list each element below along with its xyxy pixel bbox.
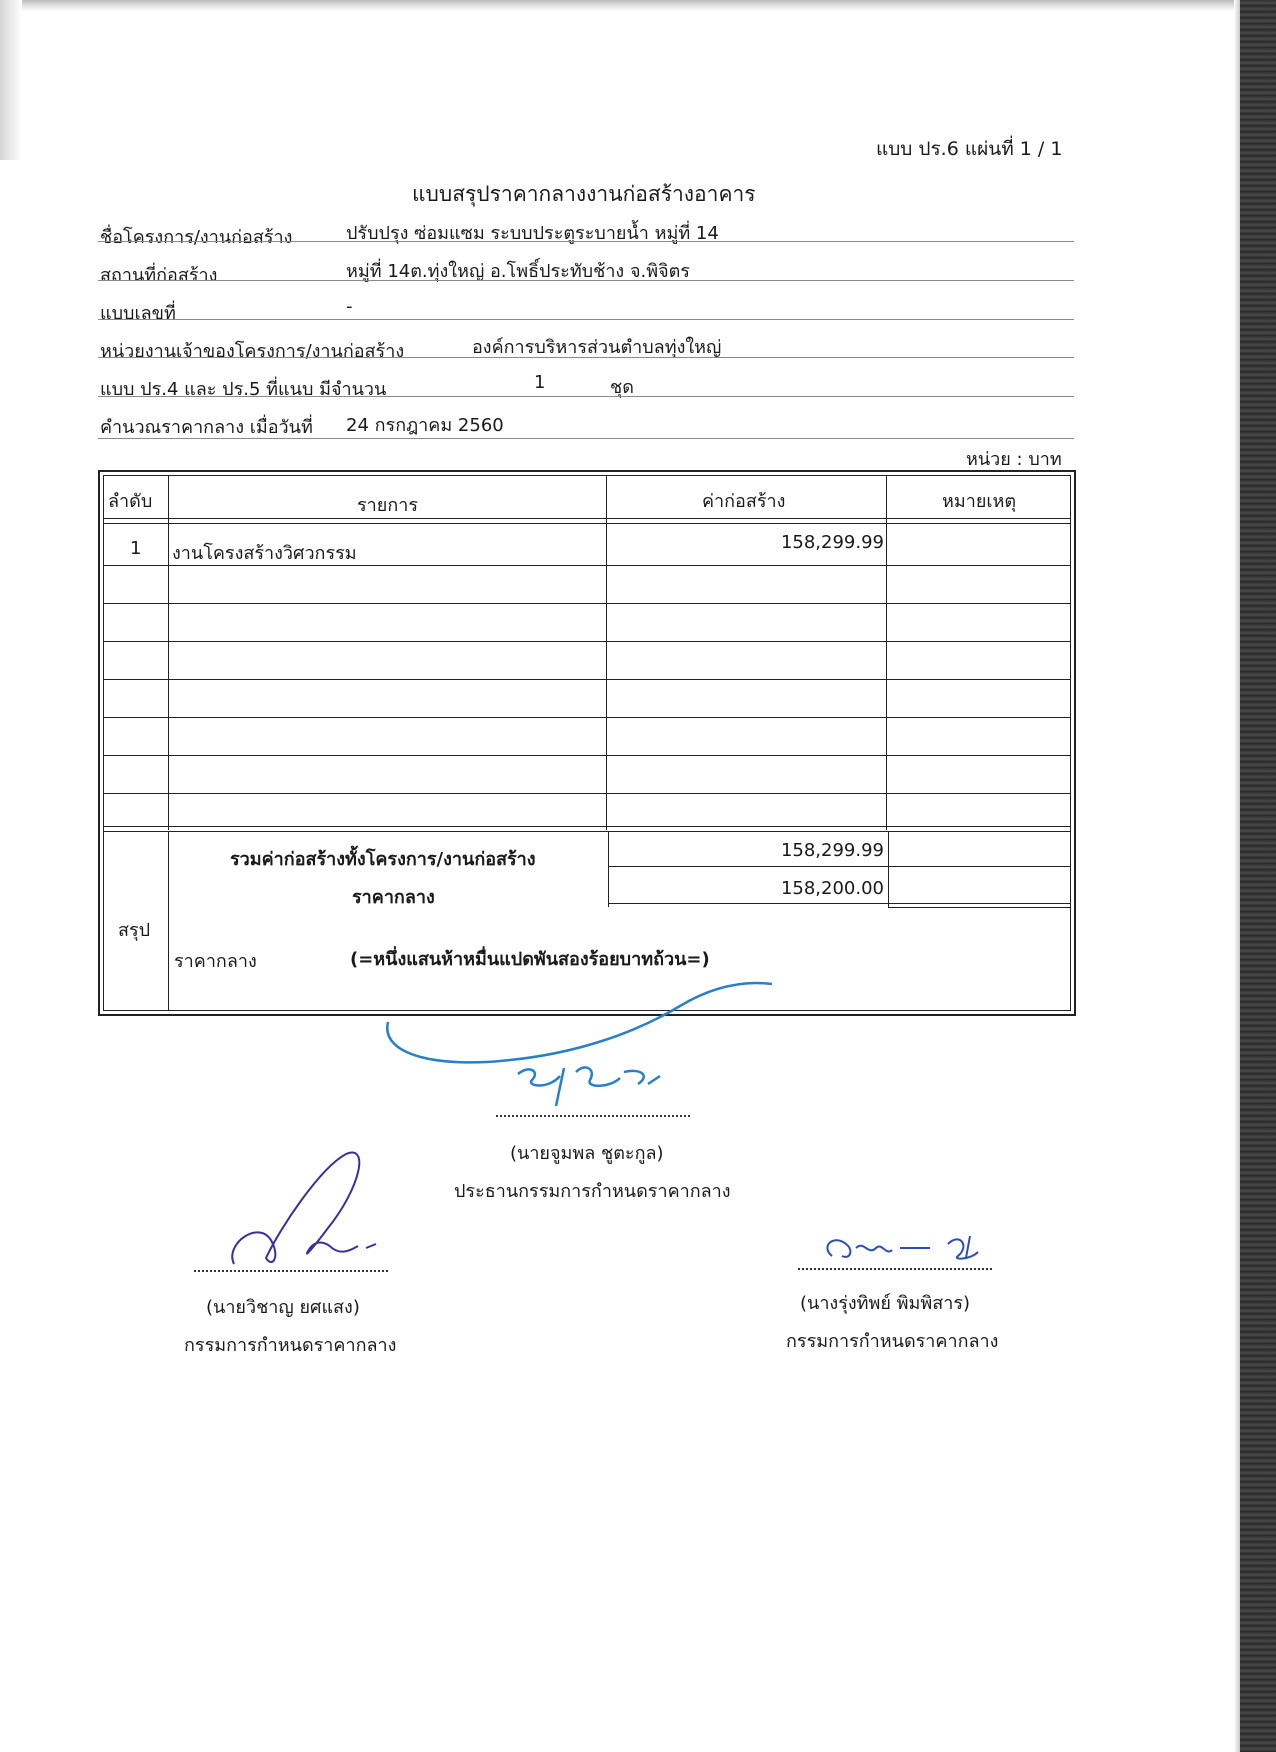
attach-label: แบบ ปร.4 และ ปร.5 ที่แนบ มีจำนวน — [100, 379, 387, 400]
row-1-cost: 158,299.99 — [780, 532, 884, 553]
table-row-line — [103, 717, 1071, 718]
median-label: ราคากลาง — [352, 887, 435, 908]
header-separator — [103, 518, 1071, 519]
location-underline — [98, 280, 1074, 281]
owner-label: หน่วยงานเจ้าของโครงการ/งานก่อสร้าง — [100, 341, 405, 362]
chair-role: ประธานกรรมการกำหนดราคากลาง — [454, 1181, 731, 1202]
calc-date-value: 24 กรกฎาคม 2560 — [346, 415, 504, 436]
attach-unit: ชุด — [610, 377, 634, 398]
summary-row-line — [608, 903, 1071, 904]
member2-signature — [820, 1226, 1000, 1272]
member2-signature-line — [798, 1268, 992, 1270]
project-underline — [98, 241, 1074, 242]
member2-role: กรรมการกำหนดราคากลาง — [786, 1331, 999, 1352]
page-title: แบบสรุปราคากลางงานก่อสร้างอาคาร — [412, 182, 756, 206]
median-words-label: ราคากลาง — [174, 951, 257, 972]
body-summary-separator-double — [103, 831, 1071, 832]
calc-date-underline — [98, 438, 1074, 439]
header-no: ลำดับ — [108, 491, 153, 512]
header-item: รายการ — [357, 495, 418, 516]
member2-name: (นางรุ่งทิพย์ พิมพิสาร) — [800, 1293, 971, 1314]
owner-underline — [98, 357, 1074, 358]
row-1-no: 1 — [130, 538, 142, 559]
chair-signature-line — [496, 1115, 690, 1117]
unit-note: หน่วย : บาท — [966, 449, 1062, 470]
scan-top-edge — [0, 0, 1276, 12]
summary-col-divider — [168, 831, 169, 1011]
table-row-line — [103, 565, 1071, 566]
project-value: ปรับปรุง ซ่อมแซม ระบบประตูระบายน้ำ หมู่ที่ 14 — [346, 223, 719, 244]
chair-name: (นายจูมพล ชูตะกูล) — [510, 1143, 664, 1164]
scan-left-edge — [0, 0, 22, 160]
header-cost: ค่าก่อสร้าง — [702, 491, 786, 512]
table-row-line — [103, 755, 1071, 756]
table-row-line — [103, 641, 1071, 642]
row-1-item: งานโครงสร้างวิศวกรรม — [172, 543, 357, 564]
member1-name: (นายวิชาญ ยศแสง) — [206, 1297, 360, 1318]
plan-no-underline — [98, 319, 1074, 320]
summary-row-line — [608, 866, 1071, 867]
summary-label: สรุป — [118, 920, 151, 941]
attach-underline — [98, 396, 1074, 397]
table-row-line — [103, 603, 1071, 604]
table-row-line — [103, 793, 1071, 794]
summary-cost-left — [608, 831, 609, 907]
calc-date-label: คำนวณราคากลาง เมื่อวันที่ — [100, 417, 313, 438]
header-separator-double — [103, 523, 1071, 524]
table-row-line — [103, 679, 1071, 680]
scan-right-border — [1240, 0, 1276, 1752]
attach-count: 1 — [534, 372, 546, 393]
col-divider-1 — [168, 475, 169, 830]
plan-no-value: - — [346, 296, 353, 317]
total-value: 158,299.99 — [780, 840, 884, 861]
median-words: (=หนึ่งแสนห้าหมื่นแปดพันสองร้อยบาทถ้วน=) — [350, 949, 710, 970]
summary-cost-right — [888, 831, 889, 907]
project-label: ชื่อโครงการ/งานก่อสร้าง — [100, 227, 293, 248]
summary-row-line — [888, 907, 1071, 908]
col-divider-2 — [606, 475, 607, 830]
location-label: สถานที่ก่อสร้าง — [100, 265, 218, 286]
col-divider-3 — [886, 475, 887, 830]
total-label: รวมค่าก่อสร้างทั้งโครงการ/งานก่อสร้าง — [230, 849, 536, 870]
plan-no-label: แบบเลขที่ — [100, 303, 176, 324]
location-value: หมู่ที่ 14ต.ทุ่งใหญ่ อ.โพธิ์ประทับช้าง จ.พิจิตร — [346, 261, 690, 282]
member1-signature — [220, 1148, 390, 1274]
member1-role: กรรมการกำหนดราคากลาง — [184, 1335, 397, 1356]
member1-signature-line — [194, 1270, 388, 1272]
body-summary-separator — [103, 826, 1071, 827]
owner-value: องค์การบริหารส่วนตำบลทุ่งใหญ่ — [472, 337, 722, 358]
median-value: 158,200.00 — [780, 878, 884, 899]
form-code: แบบ ปร.6 แผ่นที่ 1 / 1 — [876, 138, 1063, 160]
chair-signature — [380, 976, 780, 1116]
header-note: หมายเหตุ — [942, 491, 1017, 512]
